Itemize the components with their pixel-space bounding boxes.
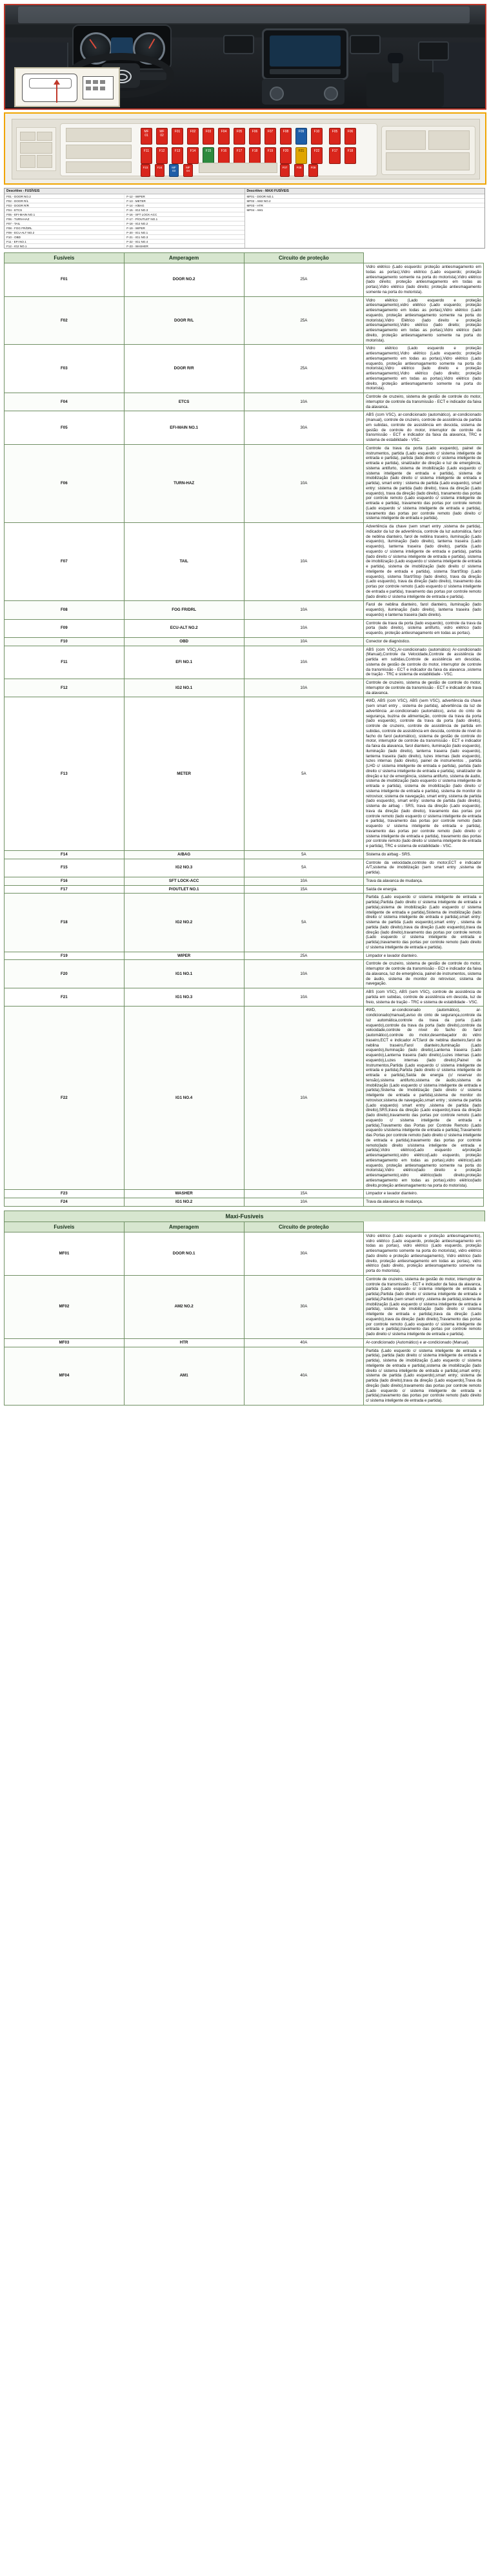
legend-cell: F10 - OBD xyxy=(6,235,21,239)
location-arrow-icon xyxy=(56,83,57,103)
air-vent-center-left xyxy=(223,35,254,54)
fuse-id: F21 xyxy=(5,988,125,1007)
fuse-amp: 5A xyxy=(244,697,364,851)
fuse-desc: Conector de diagnóstico. xyxy=(364,637,484,646)
fusebox-location-inset xyxy=(14,67,120,107)
legend-row xyxy=(5,194,245,199)
fuse-amp: 10A xyxy=(244,637,364,646)
legend-cell: F07 - TAIL xyxy=(6,221,21,225)
legend-section xyxy=(0,185,489,249)
maxi-header-circuit: Circuito de proteção xyxy=(244,1222,364,1232)
legend-row xyxy=(5,217,245,221)
fuse-id: F23 xyxy=(5,1190,125,1198)
fusebox-left-module xyxy=(16,127,56,171)
maxi-header-fuses: Fusíveis xyxy=(5,1222,125,1232)
fuse-name: DOOR R/L xyxy=(124,296,244,345)
table-row xyxy=(5,619,484,637)
legend-cell: F06 - TURN-HAZ xyxy=(6,217,30,221)
fuse-amp: 5A xyxy=(244,859,364,877)
legend-cell: F-12 - WIPER xyxy=(124,194,244,198)
legend-row xyxy=(5,244,245,248)
fuse-id: F05 xyxy=(5,411,125,445)
table-row xyxy=(5,960,484,988)
legend-cell: F-20 - IG1 NO.1 xyxy=(124,230,244,234)
fuse-id: F12 xyxy=(5,679,125,697)
header-amperage: Amperagem xyxy=(124,253,244,263)
air-vent-side-right xyxy=(418,41,449,61)
legend-column-fuses xyxy=(5,189,245,248)
fuse-amp: 10A xyxy=(244,1198,364,1207)
legend-row xyxy=(5,208,245,212)
interior-photo xyxy=(4,4,486,110)
table-row xyxy=(5,523,484,601)
table-row xyxy=(5,444,484,522)
fuse-desc: Controle de cruzeiro, sistema de gestão de controle do motor, interruptor de controle da transmissão - ECT e indicador da faixa da alavanca. xyxy=(364,393,484,411)
fuse-name: WASHER xyxy=(124,1190,244,1198)
legend-cell: F-14 - A/BAG xyxy=(124,203,244,207)
legend-right-header: Descritivo - MAXI FUSÍVEIS xyxy=(245,189,485,194)
fuse-name: OBD xyxy=(124,637,244,646)
fuse-desc: Controle de cruzeiro, sistema de gestão de controle do motor, interruptor de controle da transmissão - ECT e indicador de trava da alavanca. xyxy=(364,679,484,697)
table-row xyxy=(5,1190,484,1198)
fuse-table xyxy=(4,252,484,1207)
legend-cell: F11 - EFI NO.1 xyxy=(6,240,26,243)
fusebox-right-module xyxy=(381,126,475,175)
fuse-name: ECU-ALT NO.2 xyxy=(124,619,244,637)
fuse-name: IG1 NO.2 xyxy=(124,1198,244,1207)
air-vent-center-right xyxy=(350,35,381,54)
legend-row xyxy=(5,235,245,240)
legend-table xyxy=(4,188,485,249)
legend-row xyxy=(5,199,245,203)
legend-cell: F12 - IG2 NO.1 xyxy=(6,244,27,248)
fuse-amp: 5A xyxy=(244,850,364,859)
fuse-name: IG2 NO.1 xyxy=(124,679,244,697)
fuse-id: MF01 xyxy=(5,1232,125,1275)
fuse-desc: Farol de neblina dianteiro, farol dianteiro, iluminação (lado esquerdo), iluminação (lado direito), lanterna traseira (lado esquerdo) e lanterna traseira (lado direito). xyxy=(364,601,484,619)
fuse-name: FOG FR/DRL xyxy=(124,601,244,619)
legend-row xyxy=(5,221,245,226)
center-console xyxy=(366,72,444,107)
fuse-amp: 15A xyxy=(244,1190,364,1198)
fuse-amp: 25A xyxy=(244,263,364,297)
windshield xyxy=(18,6,470,23)
header-circuit: Circuito de proteção xyxy=(244,253,364,263)
fuse-id: F02 xyxy=(5,296,125,345)
legend-cell: F-18 - IG2 NO.2 xyxy=(124,221,244,225)
legend-row xyxy=(245,194,485,199)
fuse-name: TAIL xyxy=(124,523,244,601)
fuse-id: F24 xyxy=(5,1198,125,1207)
legend-cell: F05 - EFI-MAIN NO.1 xyxy=(6,212,35,216)
table-row xyxy=(5,601,484,619)
fuse-id: F13 xyxy=(5,697,125,851)
fuse-amp: 10A xyxy=(244,523,364,601)
fuse-id: F22 xyxy=(5,1007,125,1190)
fuse-desc: Vidro elétrico (Lado esquerdo e proteção antiesmagamento),vidro elétrico (Lado esquerdo; proteção antiesmagamento em todas as portas),Vidro elétrico (Lado esquerdo, proteção antiesmagamento somente na porta do motorista),Vidro Elétrico (lado direito e proteção antiesmagamento),Vidro elétrico (lado direito; proteção antiesmagamento em todas as portas),Vidro elétrico (lado direito, proteção antiesmagamento somente na porta do motorista). xyxy=(364,296,484,345)
fuse-amp: 10A xyxy=(244,444,364,522)
fuse-name: EFI-MAIN NO.1 xyxy=(124,411,244,445)
fuse-name: METER xyxy=(124,697,244,851)
table-row xyxy=(5,296,484,345)
fuse-name: SFT LOCK-ACC xyxy=(124,877,244,885)
maxi-header-amperage: Amperagem xyxy=(124,1222,244,1232)
fuse-id: F18 xyxy=(5,894,125,952)
fuse-id: F20 xyxy=(5,960,125,988)
fuse-id: F04 xyxy=(5,393,125,411)
fuse-amp: 10A xyxy=(244,646,364,679)
fuse-id: F19 xyxy=(5,952,125,960)
fuse-amp: 10A xyxy=(244,601,364,619)
steering-spoke-right xyxy=(135,72,166,80)
table-header-row xyxy=(5,253,484,263)
table-row xyxy=(5,697,484,851)
fuse-id: F07 xyxy=(5,523,125,601)
fuse-id: F10 xyxy=(5,637,125,646)
fuse-amp: 40A xyxy=(244,1347,364,1405)
climate-knob-right xyxy=(324,87,338,101)
fuse-id: MF03 xyxy=(5,1338,125,1347)
fuse-id: F17 xyxy=(5,885,125,894)
table-row xyxy=(5,885,484,894)
fusebox-diagram-section xyxy=(0,110,489,185)
fuse-id: F06 xyxy=(5,444,125,522)
vehicle-outline-icon xyxy=(22,74,77,102)
legend-cell: F-22 - IG1 NO.4 xyxy=(124,240,244,243)
fuse-desc: ABS (com VSC), ABS (sem VSC), controle de assistência de partida em subidas, controle de assistência em descida, luz de freio, sistema de tração - TRC e sistema de estabilidade - VSC. xyxy=(364,988,484,1007)
legend-cell: F-15 - IG2 NO.3 xyxy=(124,208,244,212)
fuse-amp: 25A xyxy=(244,296,364,345)
fuse-amp: 30A xyxy=(244,411,364,445)
legend-cell: F-21 - IG1 NO.3 xyxy=(124,235,244,239)
fuse-id: MF02 xyxy=(5,1275,125,1338)
table-row xyxy=(5,646,484,679)
fuse-amp: 15A xyxy=(244,885,364,894)
table-row xyxy=(5,345,484,393)
table-row xyxy=(5,637,484,646)
fuse-name: EFI NO.1 xyxy=(124,646,244,679)
table-row xyxy=(5,1007,484,1190)
table-row xyxy=(5,894,484,952)
climate-knob-left xyxy=(270,87,284,101)
fuse-name: IG1 NO.3 xyxy=(124,988,244,1007)
fuse-desc: ABS (com VSC),Ar-condicionado (automático) Ar-condicionado (Manual),Controle da Velocidade,Controle de assistência de partida em subidas,Controle de assistência em descidas, sistema de gestão de controle do motor, interruptor de controle da transmissão - ECT e indicador da faixa da alavanca ,sistema de tração - TRC e sistema de estabilidade - VSC. xyxy=(364,646,484,679)
fuse-id: F14 xyxy=(5,850,125,859)
table-row xyxy=(5,679,484,697)
fuse-amp: 30A xyxy=(244,1275,364,1338)
table-row xyxy=(5,1338,484,1347)
fuse-amp: 40A xyxy=(244,1338,364,1347)
head-unit-buttons xyxy=(270,69,341,74)
fuse-id: F09 xyxy=(5,619,125,637)
fuse-desc: Ar-condicionado (Automático) e ar-condicionado (Manual). xyxy=(364,1338,484,1347)
fuse-id: F03 xyxy=(5,345,125,393)
fuse-desc: Controle da trava da porta (Lado esquerdo), painel de instrumentos, partida (Lado esquerdo c/ sistema inteligente de entrada e partida), partida (lado direito c/ sistema inteligente de entrada e partida), sinalizador de direção e luz de emergência, sistema antifurto, sistema de imobilização (Lado esquerdo c/ sistema inteligente de entrada e partida), sistema de imobilização (lado direito c/ sistema inteligente de entrada e partida), smart entry : sistema de partida (Lado esquerdo), smart entry: sistema de partida (lado direito), trava da direção (Lado esquerdo), trava da direção (lado direito), tranamento das portas por controle remoto (Lado esquerdo c/ sistema inteligente de entrada e partida), travamento das portas por controle remoto (Lado esquerdo s/ sistema inteligente de entrada e partida), travamento das portas por controle remoto (lado direito c/ sistema inteligente de entrada e partida). xyxy=(364,444,484,522)
fuse-desc: Trava da alavanca de mudança. xyxy=(364,877,484,885)
fuse-name: DOOR NO.2 xyxy=(124,263,244,297)
table-row xyxy=(5,263,484,297)
fusebox-closeup-icon xyxy=(83,76,114,99)
fuse-name: ETCS xyxy=(124,393,244,411)
fuse-desc: Limpador e lavador dianteiro. xyxy=(364,1190,484,1198)
header-fuses: Fusíveis xyxy=(5,253,125,263)
fusebox-tray xyxy=(12,119,480,179)
maxi-header-row xyxy=(5,1222,484,1232)
fuse-desc: Partida (Lado esquerdo c/ sistema inteligente de entrada e partida),Partida (lado direito c/ sistema inteligente de entrada e partida),sistema de imobilização (Lado esquerdo c/ sistema inteligente de entrada e partida),Sistema de imobilização (lado direito c/ sistema inteligente de entrada e partida),smart entry: sistema de partida (Lado esquerdo),smart entry , sistema de partida (lado direito),trava da direção (Lado esquerdo),trava da direção (lado direito),travamento das portas por controle remoto (Lado esquerdo c/ sistema inteligente de entrada e partida),travamento das portas por controle remoto (lado direito c/ sistema inteligente de entrada e partida). xyxy=(364,894,484,952)
fuse-amp: 25A xyxy=(244,952,364,960)
table-row xyxy=(5,1275,484,1338)
fuse-name: IG2 NO.3 xyxy=(124,859,244,877)
legend-row xyxy=(245,208,485,212)
fuse-desc: Saída de energia. xyxy=(364,885,484,894)
fuse-amp: 10A xyxy=(244,877,364,885)
fusebox-diagram xyxy=(4,112,486,185)
legend-left-header: Descritivo - FUSÍVEIS xyxy=(5,189,245,194)
legend-cell: MF03 - HTR xyxy=(246,203,263,207)
fuse-name: DOOR NO.1 xyxy=(124,1232,244,1275)
fuse-desc: Vidro elétrico (Lado esquerdo e proteção antiesmagamento),Vidro elétrico (Lado esquerdo; proteção antiesmagamento em todas as portas),Vidro elétrico (Lado esquerdo, proteção antiesmagamento somente na porta do motorista),Vidro elétrico (lado direito e proteção antiesmagamento),Vidro elétrico (lado direito; proteção antiesmagamento em todas as portas),Vidro elétrico (lado direito, proteção antiesmagamento somente na porta do motorista). xyxy=(364,345,484,393)
table-row xyxy=(5,877,484,885)
fuse-name: P/OUTLET NO.1 xyxy=(124,885,244,894)
maxi-fuse-table xyxy=(4,1222,484,1406)
table-row xyxy=(5,1232,484,1275)
legend-column-maxifuses xyxy=(245,189,485,248)
legend-row xyxy=(245,203,485,208)
table-row xyxy=(5,411,484,445)
fuse-name: TURN-HAZ xyxy=(124,444,244,522)
legend-row xyxy=(5,226,245,230)
fuse-id: MF04 xyxy=(5,1347,125,1405)
table-row xyxy=(5,850,484,859)
legend-cell: F-23 - WASHER xyxy=(124,244,244,248)
fuse-id: F11 xyxy=(5,646,125,679)
fuse-name: IG1 NO.4 xyxy=(124,1007,244,1190)
legend-cell: F08 - FOG FR/DRL xyxy=(6,226,32,230)
head-unit-screen xyxy=(270,36,341,66)
gear-shifter xyxy=(392,61,399,83)
maxi-fuses-title: Maxi-Fusíveis xyxy=(4,1211,485,1222)
legend-cell: F02 - DOOR R/L xyxy=(6,199,29,203)
legend-row xyxy=(5,230,245,235)
fuse-id: F16 xyxy=(5,877,125,885)
fuse-table-section xyxy=(0,249,489,1412)
fuse-id: F01 xyxy=(5,263,125,297)
fuse-desc: Controle da velocidade,controle do motor,ECT e indicador A/T,sistema de imobilização (sem smart entry ,sistema de partida). xyxy=(364,859,484,877)
legend-cell: F-19 - WIPER xyxy=(124,226,244,230)
legend-cell: MF04 - AM1 xyxy=(246,208,263,212)
fuse-name: AM2 NO.2 xyxy=(124,1275,244,1338)
fuse-amp: 5A xyxy=(244,894,364,952)
fuse-amp: 25A xyxy=(244,345,364,393)
legend-cell: MF02 - AM2 NO.2 xyxy=(246,199,271,203)
fuse-name: AM1 xyxy=(124,1347,244,1405)
table-row xyxy=(5,988,484,1007)
legend-cell: F01 - DOOR NO.2 xyxy=(6,194,31,198)
legend-row xyxy=(5,203,245,208)
fuse-desc: Controle de cruzeiro, sistema de gestão do motor, interruptor de controle da transmissão - ECT e indicador da faixa da alavanca, partida (Lado esquerdo c/ sistema inteligente de entrada e partida),Partida (lado direito c/ sistema inteligente de entrada e partida),Partida (sem smart entry ,sistema de partida),sistema de imobilização (Lado esquerdo c/ sistema inteligente de entrada e partida), sistema de imobilização (lado direito c/ sistema inteligente de entrada e partida),trava da direção (Lado esquerdo),trava da direção (lado direito),Travamento das portas por controle remoto (Lado esquerdo c/ sistema inteligente de entrada e partida),travamento das portas por controle remoto (lado direito c/ sistema inteligente de entrada e partida). xyxy=(364,1275,484,1338)
fuse-amp: 10A xyxy=(244,960,364,988)
fuse-id: F08 xyxy=(5,601,125,619)
legend-cell: F09 - ECU-ALT NO.2 xyxy=(6,230,35,234)
fuse-desc: ABS (com VSC), ar-condicionado (automático), ar-condicionado (manual), controle de cruzeiro, controle de assistência de partida em subidas, controle de assistência em descida, sistema de gestão de controle do motor, interruptor de controle da transmissão - ECT e indicador da faixa da alavanca, TRC e sistema de estabilidade - VSC. xyxy=(364,411,484,445)
legend-cell: F-16 - SFT LOCK-ACC xyxy=(124,212,244,216)
fuse-desc: 4WD, ABS (com VSC), ABS (sem VSC), advertência da chave (sem smart entry , sistema de partida), advertência da luz de advertência ,ar-condicionado (automático), aviso do cinto de segurança, buzina de alimentação, controle da trava da porta (lado esquerdo), controle da trava da porta (lado direito), controle de cruzeiro, controle de assistência de partida em subidas, controle de assistência em descida, controle de nível do facho do farol (automático), sistema de gestão de controle do motor, interruptor de controle da transmissão - ECT e indicador da faixa da alavanca, farol dianteiro, iluminação (lado esquerdo), iluminação (lado direito), lanterna traseira (lado esquerdo), lanterna traseira (lado direito), luzes internas (lado esquerdo), luzes internas (lado direito), painel de instrumentos , partida (LHD c/ sistema inteligente de entrada e partida), partida (lado direito c/ sistema inteligente de entrada e partida), sinalizador de direção e luz de emergência, sistema antifurto, sistema de áudio, sistema de imobilização (lado esquerdo c/ sistema inteligente de entrada e partida), sistema de imobilização (lado direito c/ sistema inteligente de entrada e partida), sistema de monitor do retrovisor, sistema de navegação, smart entry, sistema de partida (lado esquerdo), smart entry: sistema de partida (lado direito), sistema de airbag - SRS, trava da direção (Lado esquerdo), trava da direção (lado direito), travamento das portas por controle remoto (lado esquerdo c/ sistema inteligente de entrada e partida), travamento das portas por controle remoto (lado esquerdo s/ sistema inteligente de entrada e partida), travamento das portas por controle remoto (lado direito c/ sistema inteligente de entrada e partida), travamento das portas por controle remoto (lado direito s/ sistema inteligente de entrada e partida), TRC e sistema de estabilidade - VSC. xyxy=(364,697,484,851)
fuse-desc: Vidro elétrico (Lado esquerdo e proteção antiesmagamento), vidro elétrico (Lado esquerdo, proteção antiesmagamento em todas as portas), vidro elétrico (Lado esquerdo, proteção antiesmagamento somente na porta do motorista), vidro elétrico (lado direito e proteção antiesmagamento), Vidro elétrico (lado direito, proteção antiesmagamento em todas as portas), vidro elétrico (lado direito, proteção antiesmagamento somente na porta do motorista). xyxy=(364,1232,484,1275)
fuse-name: IG2 NO.2 xyxy=(124,894,244,952)
table-row xyxy=(5,952,484,960)
climate-control-panel xyxy=(262,79,344,105)
legend-row xyxy=(245,199,485,203)
fuse-amp: 30A xyxy=(244,1232,364,1275)
fuse-amp: 10A xyxy=(244,619,364,637)
interior-photo-section xyxy=(0,0,489,110)
fuse-name: DOOR R/R xyxy=(124,345,244,393)
fuse-desc: Limpador e lavador dianteiro. xyxy=(364,952,484,960)
fuse-id: F15 xyxy=(5,859,125,877)
fuse-desc: Trava da alavanca de mudança. xyxy=(364,1198,484,1207)
fusebox-main-module: MF 01 MF 02 F01 F02 F03 F04 F05 F06 F07 F08 F09 F10 F11 F12 F13 F14 F15 F16 F17 F18 F19 F20 F21 F22 F23 F24 MF 03 MF 04 F07 F08 F09 F05 F06 F17 F18 xyxy=(60,123,377,176)
fuse-name: A/BAG xyxy=(124,850,244,859)
fuse-desc: Sistema do airbag - SRS. xyxy=(364,850,484,859)
fuse-desc: Controle de cruzeiro, sistema de gestão de controle do motor, interruptor de controle da transmissão - ECt e indicador da faixa da alavanca, luz de emergência, painel de instrumentos, sistema de áudio, sistema de monitor do retrovisor, sistema de navegação. xyxy=(364,960,484,988)
legend-row xyxy=(5,240,245,244)
fuse-amp: 10A xyxy=(244,679,364,697)
legend-cell: F03 - DOOR R/R xyxy=(6,203,29,207)
fuse-desc: 4WD, ar-condicionado (automático), ar-condicionado(manual),aviso do cinto de segurança,controle da luz automática,controle da trava da porta (Lado esquerdo),controle da trava da porta (lado direito),controle da velocidade,controle de nível do facho do farol (automático),controle do motor,desembaçador do vidro traseiro,ECT e indicador A/T,farol de neblina dianteiro,farol de neblina traseiro,Farol dianteiro,Iluminação (Lado esquerdo),Iluminação (lado direito),Lanterna traseira (Lado esquerdo),Lanterna traseira (lado direito),Luzes internas (Lado esquerdo),Luzes internas (lado direito),Painel de Instrumentos,Partida (Lado esquerdo c/ sistema inteligente de entrada e partida),Partida (lado direito c/ sistema inteligente de entrada e partida),Saída de energia (c/ reservar do tensão),sistema antifurto,sistema de áudio,sistema de imobilização (Lado esquerdo c/ sistema inteligente de entrada e partida),Sistema de Imobilização (lado direito c/ sistema inteligente de entrada e partida),sistema de monitor do retrovisor,sistema de navegação,smart entry ; sistema de partida (Lado esquerdo) smart entry ,sistema de partida (lado direito),SRS,trava da direção (Lado esquerdo),trava da direção (lado direito),travamento das portas por controle remoto (Lado esquerdo c/ sistema inteligente de entrada e partida),Travamento das Portas por Controle Remoto (Lado esquerdo s/sistema inteligente de entrada e partida),Travamento das Portas por controle remoto (lado direito c/ sistema inteligente de entrada e partida),travamento das portas por controle remoto(lado direito s/sistema inteligente de entrada e partida),Vidro elétrico(Lado esquerdo e/proteção antiesmagamento),vidro elétrico(Lado esquerdo, proteção antiesmagamento em todas as portas),vidro elétrico(Lado esquerdo, proteção antiesmagamento somente na porta do motorista),Vidro elétrico(lado direito e proteção antiesmagamento),vidro elétrico(lado direito,proteção antiesmagamento em todas as portas),vidro elétrico(lado direito,proteção antiesmagamento na porta do motorista). xyxy=(364,1007,484,1190)
head-unit xyxy=(262,28,348,80)
fuse-amp: 10A xyxy=(244,393,364,411)
legend-cell: F04 - ETCS xyxy=(6,208,23,212)
table-row xyxy=(5,859,484,877)
table-row xyxy=(5,1347,484,1405)
fuse-desc: Partida (Lado esquerdo c/ sistema inteligente de entrada e partida), partida (lado direito c/ sistema inteligente de entrada e partida), sistema de imobilização (Lado esquerdo c/ sistema inteligente de entrada e partida),sistema de imobilização (lado direito c/ sistema inteligente de entrada e partida),smart entry; sistema de partida (Lado esquerdo),smart entry; sistema de partida (lado direito),trava da direção (Lado esquerdo),Trava da direção (lado direito),travamento das portas por controle remoto (Lado esquerdo c/ sistema inteligente de entrada e partida),travamento das portas por controle remoto (lado direito c/ sistema inteligente de entrada e partida). xyxy=(364,1347,484,1405)
fuse-desc: Advertência da chave (sem smart entry ,sistema de partida), indicador da luz de advertência, controle da luz automática, farol de neblina dianteiro, farol de neblina traseiro, iluminação (Lado esquerdo), iluminação (lado direito), lanterna traseira (Lado esquerdo), lanterna traseira (lado direito), partida (Lado esquerdo c/ sistema inteligente de entrada e partida), partida (lado direito c/ sistema inteligente de entrada e partida), sistema de imobilização (Lado esquerdo c/ sistema inteligente de entrada e partida), sistema de imobilização (lado direito c/ sistema inteligente de entrada e partida), sistema Start/Stop (Lado esquerdo), sistema Start/Stop (lado direito), trava da direção (Lado esquerdo), trava da direção (lado direito), travamento das portas por controle remoto (Lado esquerdo c/ sistema inteligente de entrada e partida), travamento das portas por controle remoto (lado direito c/ sistema inteligente de entrada e partida). xyxy=(364,523,484,601)
fuse-name: HTR xyxy=(124,1338,244,1347)
table-row xyxy=(5,1198,484,1207)
legend-cell: MF01 - DOOR NO.1 xyxy=(246,194,274,198)
fuse-desc: Controle da trava da porta (lado esquerdo), controle da trava da porta (lado direito), sistema antifurto, vidro elétrico (lado esquerdo, proteção antiesmagamento em todas as portas). xyxy=(364,619,484,637)
fuse-name: IG1 NO.1 xyxy=(124,960,244,988)
legend-cell: F-17 - P/OUTLET NO.1 xyxy=(124,217,244,221)
table-row xyxy=(5,393,484,411)
fuse-amp: 10A xyxy=(244,988,364,1007)
fuse-amp: 10A xyxy=(244,1007,364,1190)
fuse-name: WIPER xyxy=(124,952,244,960)
legend-row xyxy=(5,212,245,217)
fuse-desc: Vidro elétrico (Lado esquerdo: proteção antiesmagamento em todas as portas),Vidro elétrico (Lado esquerdo; proteção antiesmagamento somente na porta do motorista),Vidro elétrico (lado direito; proteção antiesmagamento em todas as portas),Vidro elétrico (lado direito; proteção antiesmagamento somente na porta do motorista). xyxy=(364,263,484,297)
legend-cell: F-13 - METER xyxy=(124,199,244,203)
